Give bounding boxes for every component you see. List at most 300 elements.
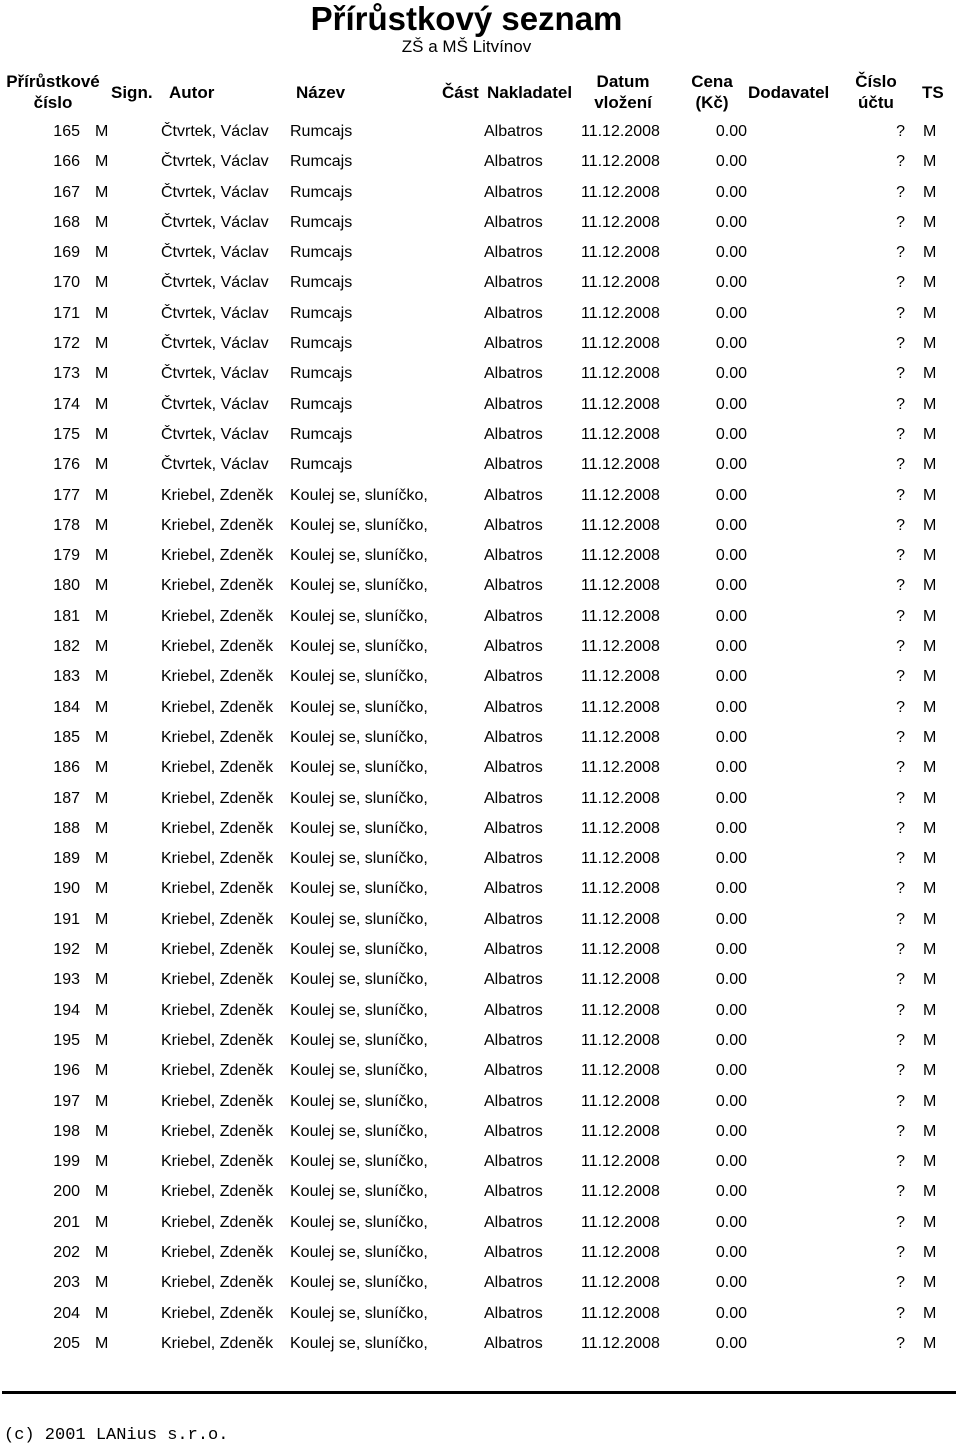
cell-nazev: Rumcajs bbox=[290, 335, 353, 353]
cell-nakladatel: Albatros bbox=[484, 395, 543, 413]
cell-cena: 0.00 bbox=[715, 1092, 747, 1110]
cell-datum: 11.12.2008 bbox=[581, 728, 660, 746]
cell-nazev: Rumcajs bbox=[290, 213, 353, 231]
cell-ts: M bbox=[923, 1062, 937, 1080]
cell-cislo: 195 bbox=[53, 1031, 80, 1049]
cell-datum: 11.12.2008 bbox=[581, 1092, 660, 1110]
cell-cislo: 197 bbox=[53, 1092, 80, 1110]
cell-nazev: Koulej se, sluníčko, bbox=[290, 1334, 428, 1352]
table-row bbox=[0, 420, 960, 450]
cell-cislo: 201 bbox=[53, 1213, 80, 1231]
cell-nakladatel: Albatros bbox=[484, 304, 543, 322]
cell-nazev: Koulej se, sluníčko, bbox=[290, 819, 428, 837]
cell-autor: Kriebel, Zdeněk bbox=[161, 789, 274, 807]
cell-autor: Čtvrtek, Václav bbox=[161, 183, 269, 201]
cell-ucet: ? bbox=[896, 1062, 905, 1080]
cell-datum: 11.12.2008 bbox=[581, 1274, 660, 1292]
cell-datum: 11.12.2008 bbox=[581, 880, 660, 898]
cell-nakladatel: Albatros bbox=[484, 456, 543, 474]
cell-ts: M bbox=[923, 1031, 937, 1049]
cell-nazev: Rumcajs bbox=[290, 425, 353, 443]
cell-cislo: 192 bbox=[53, 941, 80, 959]
cell-datum: 11.12.2008 bbox=[581, 607, 660, 625]
cell-cislo: 175 bbox=[53, 425, 80, 443]
cell-cena: 0.00 bbox=[715, 516, 747, 534]
cell-cena: 0.00 bbox=[715, 304, 747, 322]
header-nakladatel: Nakladatel bbox=[487, 83, 573, 102]
cell-ucet: ? bbox=[896, 668, 905, 686]
cell-sign: M bbox=[95, 789, 109, 807]
cell-cislo: 196 bbox=[53, 1062, 80, 1080]
cell-ts: M bbox=[923, 547, 937, 565]
cell-autor: Kriebel, Zdeněk bbox=[161, 547, 274, 565]
cell-cena: 0.00 bbox=[715, 1304, 747, 1322]
cell-autor: Kriebel, Zdeněk bbox=[161, 1092, 274, 1110]
table-row bbox=[0, 723, 960, 753]
table-row bbox=[0, 632, 960, 662]
cell-cena: 0.00 bbox=[715, 971, 747, 989]
header-dodavatel: Dodavatel bbox=[748, 83, 830, 102]
cell-nazev: Koulej se, sluníčko, bbox=[290, 1062, 428, 1080]
cell-nazev: Koulej se, sluníčko, bbox=[290, 668, 428, 686]
table-row bbox=[0, 1056, 960, 1086]
cell-nazev: Koulej se, sluníčko, bbox=[290, 698, 428, 716]
cell-ucet: ? bbox=[896, 304, 905, 322]
cell-datum: 11.12.2008 bbox=[581, 1062, 660, 1080]
cell-ucet: ? bbox=[896, 577, 905, 595]
cell-ucet: ? bbox=[896, 1031, 905, 1049]
cell-ts: M bbox=[923, 425, 937, 443]
cell-cislo: 172 bbox=[53, 335, 80, 353]
cell-cislo: 177 bbox=[53, 486, 80, 504]
cell-nakladatel: Albatros bbox=[484, 941, 543, 959]
cell-datum: 11.12.2008 bbox=[581, 244, 660, 262]
cell-nazev: Koulej se, sluníčko, bbox=[290, 1183, 428, 1201]
cell-ts: M bbox=[923, 1183, 937, 1201]
table-row bbox=[0, 935, 960, 965]
cell-ucet: ? bbox=[896, 1243, 905, 1261]
cell-sign: M bbox=[95, 577, 109, 595]
cell-sign: M bbox=[95, 1031, 109, 1049]
cell-cislo: 199 bbox=[53, 1153, 80, 1171]
cell-ts: M bbox=[923, 638, 937, 656]
table-row bbox=[0, 390, 960, 420]
cell-ts: M bbox=[923, 153, 937, 171]
cell-nakladatel: Albatros bbox=[484, 1092, 543, 1110]
cell-sign: M bbox=[95, 244, 109, 262]
cell-nakladatel: Albatros bbox=[484, 1001, 543, 1019]
cell-cena: 0.00 bbox=[715, 1334, 747, 1352]
cell-ucet: ? bbox=[896, 759, 905, 777]
cell-nazev: Koulej se, sluníčko, bbox=[290, 910, 428, 928]
cell-ucet: ? bbox=[896, 425, 905, 443]
cell-sign: M bbox=[95, 365, 109, 383]
cell-cislo: 178 bbox=[53, 516, 80, 534]
cell-cislo: 198 bbox=[53, 1122, 80, 1140]
table-row bbox=[0, 874, 960, 904]
cell-cislo: 186 bbox=[53, 759, 80, 777]
cell-datum: 11.12.2008 bbox=[581, 638, 660, 656]
cell-nazev: Rumcajs bbox=[290, 153, 353, 171]
cell-cena: 0.00 bbox=[715, 698, 747, 716]
page-title: Přírůstkový seznam bbox=[310, 0, 623, 37]
cell-ts: M bbox=[923, 698, 937, 716]
cell-autor: Kriebel, Zdeněk bbox=[161, 577, 274, 595]
cell-ucet: ? bbox=[896, 850, 905, 868]
cell-autor: Kriebel, Zdeněk bbox=[161, 759, 274, 777]
cell-ucet: ? bbox=[896, 880, 905, 898]
table-row bbox=[0, 511, 960, 541]
cell-cena: 0.00 bbox=[715, 1274, 747, 1292]
cell-cena: 0.00 bbox=[715, 486, 747, 504]
cell-sign: M bbox=[95, 880, 109, 898]
cell-sign: M bbox=[95, 1213, 109, 1231]
cell-ts: M bbox=[923, 971, 937, 989]
cell-sign: M bbox=[95, 668, 109, 686]
cell-ts: M bbox=[923, 395, 937, 413]
table-row bbox=[0, 117, 960, 147]
footer-divider bbox=[2, 1391, 956, 1394]
cell-ucet: ? bbox=[896, 365, 905, 383]
cell-cena: 0.00 bbox=[715, 1243, 747, 1261]
cell-nakladatel: Albatros bbox=[484, 486, 543, 504]
cell-cena: 0.00 bbox=[715, 456, 747, 474]
cell-ucet: ? bbox=[896, 213, 905, 231]
cell-cislo: 204 bbox=[53, 1304, 80, 1322]
cell-sign: M bbox=[95, 1122, 109, 1140]
cell-cislo: 190 bbox=[53, 880, 80, 898]
cell-ts: M bbox=[923, 880, 937, 898]
cell-ucet: ? bbox=[896, 941, 905, 959]
cell-datum: 11.12.2008 bbox=[581, 153, 660, 171]
cell-datum: 11.12.2008 bbox=[581, 486, 660, 504]
cell-datum: 11.12.2008 bbox=[581, 819, 660, 837]
cell-sign: M bbox=[95, 759, 109, 777]
cell-cislo: 180 bbox=[53, 577, 80, 595]
table-row bbox=[0, 1238, 960, 1268]
cell-ucet: ? bbox=[896, 1334, 905, 1352]
table-row bbox=[0, 481, 960, 511]
table-row bbox=[0, 1208, 960, 1238]
table-row bbox=[0, 693, 960, 723]
cell-cislo: 174 bbox=[53, 395, 80, 413]
cell-cena: 0.00 bbox=[715, 941, 747, 959]
cell-datum: 11.12.2008 bbox=[581, 516, 660, 534]
cell-nakladatel: Albatros bbox=[484, 365, 543, 383]
cell-cislo: 200 bbox=[53, 1183, 80, 1201]
table-row bbox=[0, 602, 960, 632]
cell-cislo: 183 bbox=[53, 668, 80, 686]
table-body bbox=[0, 117, 960, 1359]
cell-sign: M bbox=[95, 395, 109, 413]
cell-cena: 0.00 bbox=[715, 183, 747, 201]
cell-nazev: Koulej se, sluníčko, bbox=[290, 1001, 428, 1019]
cell-cena: 0.00 bbox=[715, 850, 747, 868]
cell-cislo: 191 bbox=[53, 910, 80, 928]
cell-cislo: 170 bbox=[53, 274, 80, 292]
table-row bbox=[0, 844, 960, 874]
cell-autor: Čtvrtek, Václav bbox=[161, 153, 269, 171]
cell-cislo: 179 bbox=[53, 547, 80, 565]
cell-nakladatel: Albatros bbox=[484, 759, 543, 777]
cell-ucet: ? bbox=[896, 971, 905, 989]
cell-nakladatel: Albatros bbox=[484, 698, 543, 716]
footer-copyright: (c) 2001 LANius s.r.o. bbox=[4, 1426, 229, 1445]
cell-nazev: Koulej se, sluníčko, bbox=[290, 638, 428, 656]
cell-datum: 11.12.2008 bbox=[581, 304, 660, 322]
header-ucet: Číslo účtu bbox=[855, 72, 897, 112]
cell-cena: 0.00 bbox=[715, 547, 747, 565]
cell-nazev: Rumcajs bbox=[290, 244, 353, 262]
cell-sign: M bbox=[95, 304, 109, 322]
cell-cena: 0.00 bbox=[715, 607, 747, 625]
cell-cena: 0.00 bbox=[715, 1001, 747, 1019]
cell-ts: M bbox=[923, 910, 937, 928]
cell-ts: M bbox=[923, 213, 937, 231]
cell-sign: M bbox=[95, 1062, 109, 1080]
cell-nazev: Koulej se, sluníčko, bbox=[290, 607, 428, 625]
table-row bbox=[0, 208, 960, 238]
cell-nakladatel: Albatros bbox=[484, 971, 543, 989]
cell-cena: 0.00 bbox=[715, 728, 747, 746]
cell-nakladatel: Albatros bbox=[484, 425, 543, 443]
header-autor: Autor bbox=[169, 83, 215, 102]
cell-cena: 0.00 bbox=[715, 1031, 747, 1049]
cell-nakladatel: Albatros bbox=[484, 789, 543, 807]
cell-ts: M bbox=[923, 819, 937, 837]
table-row bbox=[0, 965, 960, 995]
cell-sign: M bbox=[95, 335, 109, 353]
cell-cislo: 203 bbox=[53, 1274, 80, 1292]
cell-nazev: Koulej se, sluníčko, bbox=[290, 577, 428, 595]
cell-ts: M bbox=[923, 850, 937, 868]
table-row bbox=[0, 571, 960, 601]
table-row bbox=[0, 996, 960, 1026]
cell-sign: M bbox=[95, 698, 109, 716]
table-row bbox=[0, 147, 960, 177]
table-row bbox=[0, 662, 960, 692]
cell-cislo: 187 bbox=[53, 789, 80, 807]
cell-autor: Kriebel, Zdeněk bbox=[161, 1334, 274, 1352]
cell-ts: M bbox=[923, 1001, 937, 1019]
cell-nazev: Rumcajs bbox=[290, 304, 353, 322]
cell-autor: Kriebel, Zdeněk bbox=[161, 1274, 274, 1292]
cell-ucet: ? bbox=[896, 819, 905, 837]
cell-nazev: Rumcajs bbox=[290, 395, 353, 413]
cell-sign: M bbox=[95, 910, 109, 928]
cell-datum: 11.12.2008 bbox=[581, 668, 660, 686]
cell-datum: 11.12.2008 bbox=[581, 941, 660, 959]
header-sign: Sign. bbox=[111, 83, 153, 102]
cell-autor: Kriebel, Zdeněk bbox=[161, 1031, 274, 1049]
cell-datum: 11.12.2008 bbox=[581, 395, 660, 413]
table-row bbox=[0, 178, 960, 208]
cell-cena: 0.00 bbox=[715, 789, 747, 807]
cell-ts: M bbox=[923, 335, 937, 353]
cell-datum: 11.12.2008 bbox=[581, 1001, 660, 1019]
table-row bbox=[0, 905, 960, 935]
cell-ts: M bbox=[923, 304, 937, 322]
cell-cena: 0.00 bbox=[715, 395, 747, 413]
cell-nazev: Koulej se, sluníčko, bbox=[290, 850, 428, 868]
table-row bbox=[0, 1147, 960, 1177]
cell-cislo: 166 bbox=[53, 153, 80, 171]
table-row bbox=[0, 541, 960, 571]
cell-sign: M bbox=[95, 456, 109, 474]
cell-cena: 0.00 bbox=[715, 365, 747, 383]
cell-datum: 11.12.2008 bbox=[581, 1153, 660, 1171]
cell-cena: 0.00 bbox=[715, 1183, 747, 1201]
cell-ts: M bbox=[923, 577, 937, 595]
cell-datum: 11.12.2008 bbox=[581, 456, 660, 474]
cell-cislo: 167 bbox=[53, 183, 80, 201]
cell-nakladatel: Albatros bbox=[484, 1334, 543, 1352]
cell-datum: 11.12.2008 bbox=[581, 1031, 660, 1049]
table-row bbox=[0, 299, 960, 329]
cell-datum: 11.12.2008 bbox=[581, 910, 660, 928]
cell-datum: 11.12.2008 bbox=[581, 274, 660, 292]
cell-nakladatel: Albatros bbox=[484, 1213, 543, 1231]
cell-nazev: Rumcajs bbox=[290, 183, 353, 201]
cell-cislo: 185 bbox=[53, 728, 80, 746]
cell-datum: 11.12.2008 bbox=[581, 789, 660, 807]
cell-sign: M bbox=[95, 516, 109, 534]
cell-ts: M bbox=[923, 759, 937, 777]
cell-ucet: ? bbox=[896, 395, 905, 413]
cell-ucet: ? bbox=[896, 123, 905, 140]
cell-ucet: ? bbox=[896, 244, 905, 262]
cell-ucet: ? bbox=[896, 274, 905, 292]
cell-autor: Kriebel, Zdeněk bbox=[161, 1153, 274, 1171]
cell-sign: M bbox=[95, 425, 109, 443]
cell-cislo: 169 bbox=[53, 244, 80, 262]
cell-cislo: 165 bbox=[53, 123, 80, 140]
cell-ts: M bbox=[923, 728, 937, 746]
table-row bbox=[0, 329, 960, 359]
cell-cislo: 202 bbox=[53, 1243, 80, 1261]
cell-nazev: Koulej se, sluníčko, bbox=[290, 1153, 428, 1171]
cell-ts: M bbox=[923, 486, 937, 504]
header-datum: Datum vložení bbox=[594, 72, 652, 112]
cell-ts: M bbox=[923, 1153, 937, 1171]
header-cislo: Přírůstkové číslo bbox=[6, 72, 100, 112]
cell-nazev: Koulej se, sluníčko, bbox=[290, 1243, 428, 1261]
cell-cena: 0.00 bbox=[715, 819, 747, 837]
cell-nakladatel: Albatros bbox=[484, 244, 543, 262]
cell-cena: 0.00 bbox=[715, 123, 747, 140]
page-subtitle: ZŠ a MŠ Litvínov bbox=[401, 37, 532, 56]
cell-nakladatel: Albatros bbox=[484, 213, 543, 231]
header-cast: Část bbox=[442, 83, 479, 102]
cell-cislo: 176 bbox=[53, 456, 80, 474]
table-row bbox=[0, 1117, 960, 1147]
cell-autor: Kriebel, Zdeněk bbox=[161, 971, 274, 989]
cell-autor: Kriebel, Zdeněk bbox=[161, 1243, 274, 1261]
cell-cena: 0.00 bbox=[715, 910, 747, 928]
cell-cislo: 171 bbox=[53, 304, 80, 322]
cell-autor: Kriebel, Zdeněk bbox=[161, 1304, 274, 1322]
cell-ucet: ? bbox=[896, 486, 905, 504]
cell-nakladatel: Albatros bbox=[484, 1031, 543, 1049]
cell-datum: 11.12.2008 bbox=[581, 365, 660, 383]
table-row bbox=[0, 1329, 960, 1359]
cell-nazev: Koulej se, sluníčko, bbox=[290, 1304, 428, 1322]
cell-autor: Kriebel, Zdeněk bbox=[161, 910, 274, 928]
cell-datum: 11.12.2008 bbox=[581, 759, 660, 777]
cell-sign: M bbox=[95, 819, 109, 837]
cell-sign: M bbox=[95, 274, 109, 292]
cell-nakladatel: Albatros bbox=[484, 1274, 543, 1292]
table-row bbox=[0, 359, 960, 389]
header-cena: Cena (Kč) bbox=[691, 72, 733, 112]
cell-cena: 0.00 bbox=[715, 335, 747, 353]
cell-cena: 0.00 bbox=[715, 153, 747, 171]
cell-sign: M bbox=[95, 1334, 109, 1352]
cell-datum: 11.12.2008 bbox=[581, 425, 660, 443]
cell-sign: M bbox=[95, 1183, 109, 1201]
cell-sign: M bbox=[95, 153, 109, 171]
cell-autor: Kriebel, Zdeněk bbox=[161, 728, 274, 746]
cell-nakladatel: Albatros bbox=[484, 607, 543, 625]
cell-autor: Kriebel, Zdeněk bbox=[161, 1001, 274, 1019]
cell-autor: Čtvrtek, Václav bbox=[161, 304, 269, 322]
cell-autor: Kriebel, Zdeněk bbox=[161, 1213, 274, 1231]
cell-nakladatel: Albatros bbox=[484, 516, 543, 534]
cell-autor: Kriebel, Zdeněk bbox=[161, 698, 274, 716]
cell-nazev: Rumcajs bbox=[290, 365, 353, 383]
cell-datum: 11.12.2008 bbox=[581, 183, 660, 201]
cell-autor: Kriebel, Zdeněk bbox=[161, 819, 274, 837]
cell-ts: M bbox=[923, 244, 937, 262]
cell-cena: 0.00 bbox=[715, 668, 747, 686]
cell-nakladatel: Albatros bbox=[484, 335, 543, 353]
cell-cena: 0.00 bbox=[715, 213, 747, 231]
cell-autor: Čtvrtek, Václav bbox=[161, 335, 269, 353]
cell-datum: 11.12.2008 bbox=[581, 577, 660, 595]
cell-nazev: Koulej se, sluníčko, bbox=[290, 789, 428, 807]
cell-ucet: ? bbox=[896, 728, 905, 746]
cell-ucet: ? bbox=[896, 1274, 905, 1292]
cell-ts: M bbox=[923, 1213, 937, 1231]
cell-nakladatel: Albatros bbox=[484, 577, 543, 595]
cell-autor: Kriebel, Zdeněk bbox=[161, 638, 274, 656]
cell-ucet: ? bbox=[896, 547, 905, 565]
cell-nakladatel: Albatros bbox=[484, 1062, 543, 1080]
cell-sign: M bbox=[95, 1153, 109, 1171]
cell-autor: Čtvrtek, Václav bbox=[161, 274, 269, 292]
cell-ucet: ? bbox=[896, 1153, 905, 1171]
cell-cena: 0.00 bbox=[715, 274, 747, 292]
cell-nazev: Koulej se, sluníčko, bbox=[290, 759, 428, 777]
cell-ts: M bbox=[923, 1243, 937, 1261]
table-row bbox=[0, 1026, 960, 1056]
cell-sign: M bbox=[95, 607, 109, 625]
cell-ts: M bbox=[923, 941, 937, 959]
cell-autor: Čtvrtek, Václav bbox=[161, 123, 269, 140]
table-row bbox=[0, 450, 960, 480]
header-nazev: Název bbox=[296, 83, 346, 102]
header-ts: TS bbox=[922, 83, 944, 102]
cell-nakladatel: Albatros bbox=[484, 1153, 543, 1171]
cell-ts: M bbox=[923, 365, 937, 383]
cell-sign: M bbox=[95, 1092, 109, 1110]
cell-datum: 11.12.2008 bbox=[581, 1334, 660, 1352]
cell-ucet: ? bbox=[896, 1122, 905, 1140]
table-row bbox=[0, 784, 960, 814]
cell-nazev: Koulej se, sluníčko, bbox=[290, 1031, 428, 1049]
cell-cislo: 194 bbox=[53, 1001, 80, 1019]
cell-autor: Kriebel, Zdeněk bbox=[161, 486, 274, 504]
